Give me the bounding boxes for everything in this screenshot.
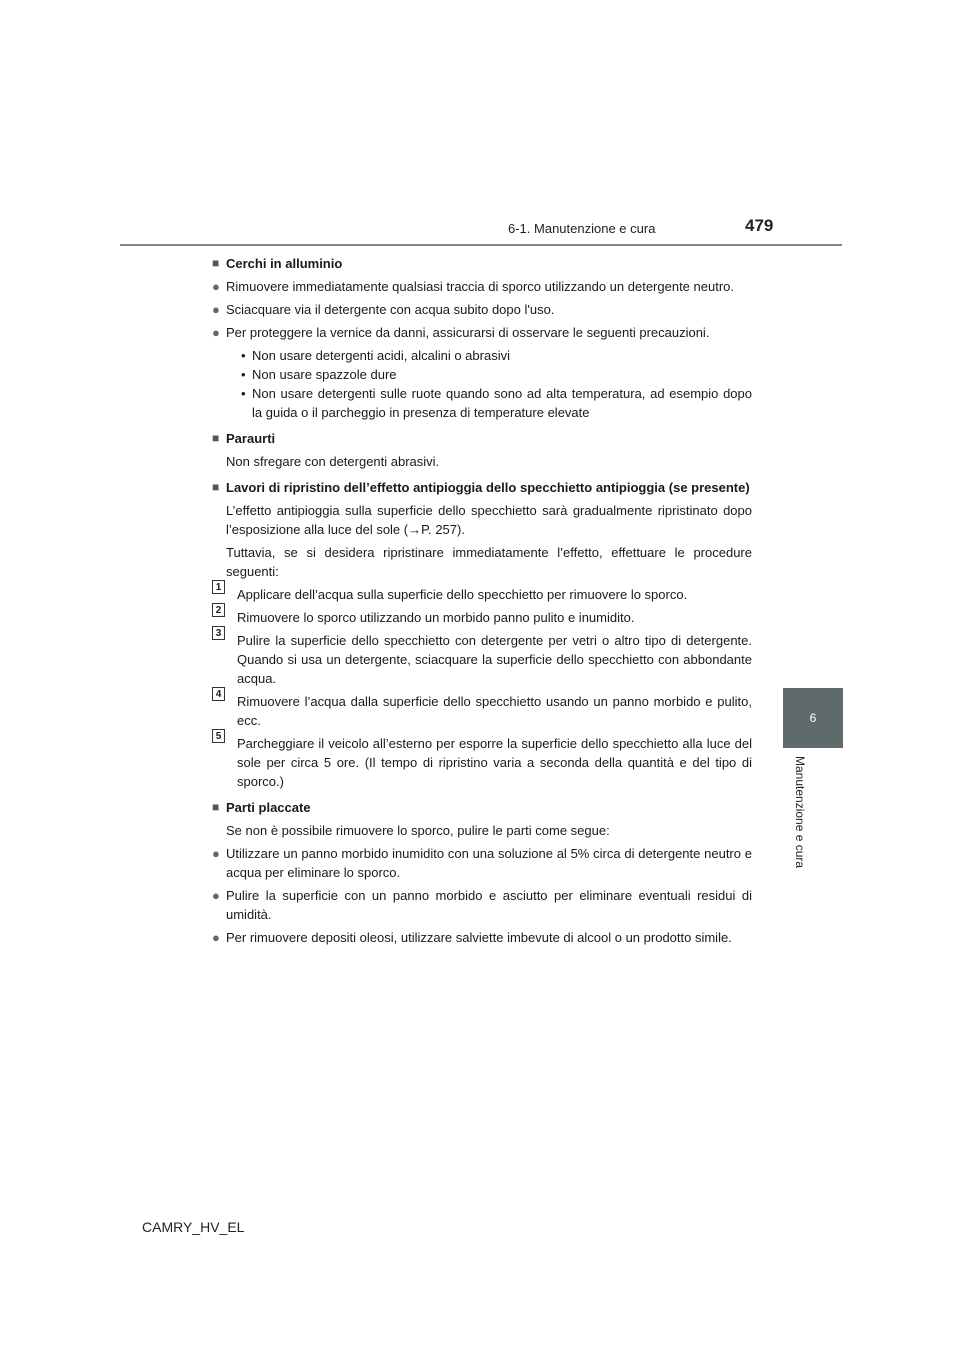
square-bullet-icon: ■ [212,256,220,270]
list-item: ● Sciacquare via il detergente con acqua subito dopo l'uso. [212,302,555,317]
list-item: • Non usare detergenti acidi, alcalini o abrasivi [241,348,510,363]
list-item: • Non usare spazzole dure [241,367,397,382]
model-code: CAMRY_HV_EL [142,1219,245,1235]
paragraph: Tuttavia, se si desidera ripristinare immediatamente l’effetto, effettuare le procedure seguenti: [226,545,752,579]
small-bullet-icon: • [241,386,246,401]
list-item: ● Pulire la superficie con un panno morbido e asciutto per eliminare eventuali residui di umidità. [212,888,752,922]
paragraph: L’effetto antipioggia sulla superficie dello specchietto sarà gradualmente ripristinato dopo l’esposizione alla luce del sole (→P. 257). [226,503,752,537]
square-bullet-icon: ■ [212,431,220,445]
small-bullet-icon: • [241,367,246,382]
section-heading: ■ Lavori di ripristino dell’effetto antipioggia dello specchietto antipioggia (se presente) [212,480,750,495]
page-number: 479 [745,216,774,235]
list-item: • Non usare detergenti sulle ruote quando sono ad alta temperatura, ad esempio dopo la guida o il parcheggio in presenza di temperature elevate [241,386,752,420]
list-item: ● Utilizzare un panno morbido inumidito con una soluzione al 5% circa di detergente neutro e acqua per eliminare lo sporco. [212,846,752,880]
step-number: 5 [212,729,225,743]
chapter-label: Manutenzione e cura [793,756,807,869]
small-bullet-icon: • [241,348,246,363]
step-number: 1 [212,580,225,594]
section-heading: ■ Paraurti [212,431,276,446]
step-number: 4 [212,687,225,701]
step-number: 2 [212,603,225,617]
section-heading: ■ Parti placcate [212,800,311,815]
list-item: ● Per rimuovere depositi oleosi, utilizzare salviette imbevute di alcool o un prodotto simile. [212,930,732,945]
step-item: 3 Pulire la superficie dello specchietto con detergente per vetri o altro tipo di detergente. Quando si usa un detergente, sciacquare la superficie dello specchietto con abbondante acqua. [212,631,752,688]
square-bullet-icon: ■ [212,800,220,814]
step-item: 5 Parcheggiare il veicolo all’esterno per esporre la superficie dello specchietto alla luce del sole per circa 5 ore. (Il tempo di ripristino varia a seconda della quantità e del tipo di sporco.) [212,734,752,791]
chapter-tab [783,688,843,748]
dot-bullet-icon: ● [212,930,220,945]
step-item: 1 Applicare dell’acqua sulla superficie dello specchietto per rimuovere lo sporco. [212,585,752,604]
step-item: 4 Rimuovere l’acqua dalla superficie dello specchietto usando un panno morbido e pulito, ecc. [212,692,752,730]
step-item: 2 Rimuovere lo sporco utilizzando un morbido panno pulito e inumidito. [212,608,752,627]
dot-bullet-icon: ● [212,846,220,861]
page-content [212,254,752,947]
step-number: 3 [212,626,225,640]
section-title: 6-1. Manutenzione e cura [508,221,656,236]
square-bullet-icon: ■ [212,480,220,494]
dot-bullet-icon: ● [212,279,220,294]
header-divider [120,244,842,246]
paragraph: Se non è possibile rimuovere lo sporco, pulire le parti come segue: [226,823,610,838]
chapter-number: 6 [809,711,817,725]
list-item: ● Rimuovere immediatamente qualsiasi traccia di sporco utilizzando un detergente neutro. [212,279,734,294]
paragraph: Non sfregare con detergenti abrasivi. [226,454,440,469]
list-item: ● Per proteggere la vernice da danni, assicurarsi di osservare le seguenti precauzioni. [212,325,710,340]
dot-bullet-icon: ● [212,325,220,340]
precaution-list [212,346,752,422]
dot-bullet-icon: ● [212,888,220,903]
dot-bullet-icon: ● [212,302,220,317]
section-heading: ■ Cerchi in alluminio [212,256,343,271]
